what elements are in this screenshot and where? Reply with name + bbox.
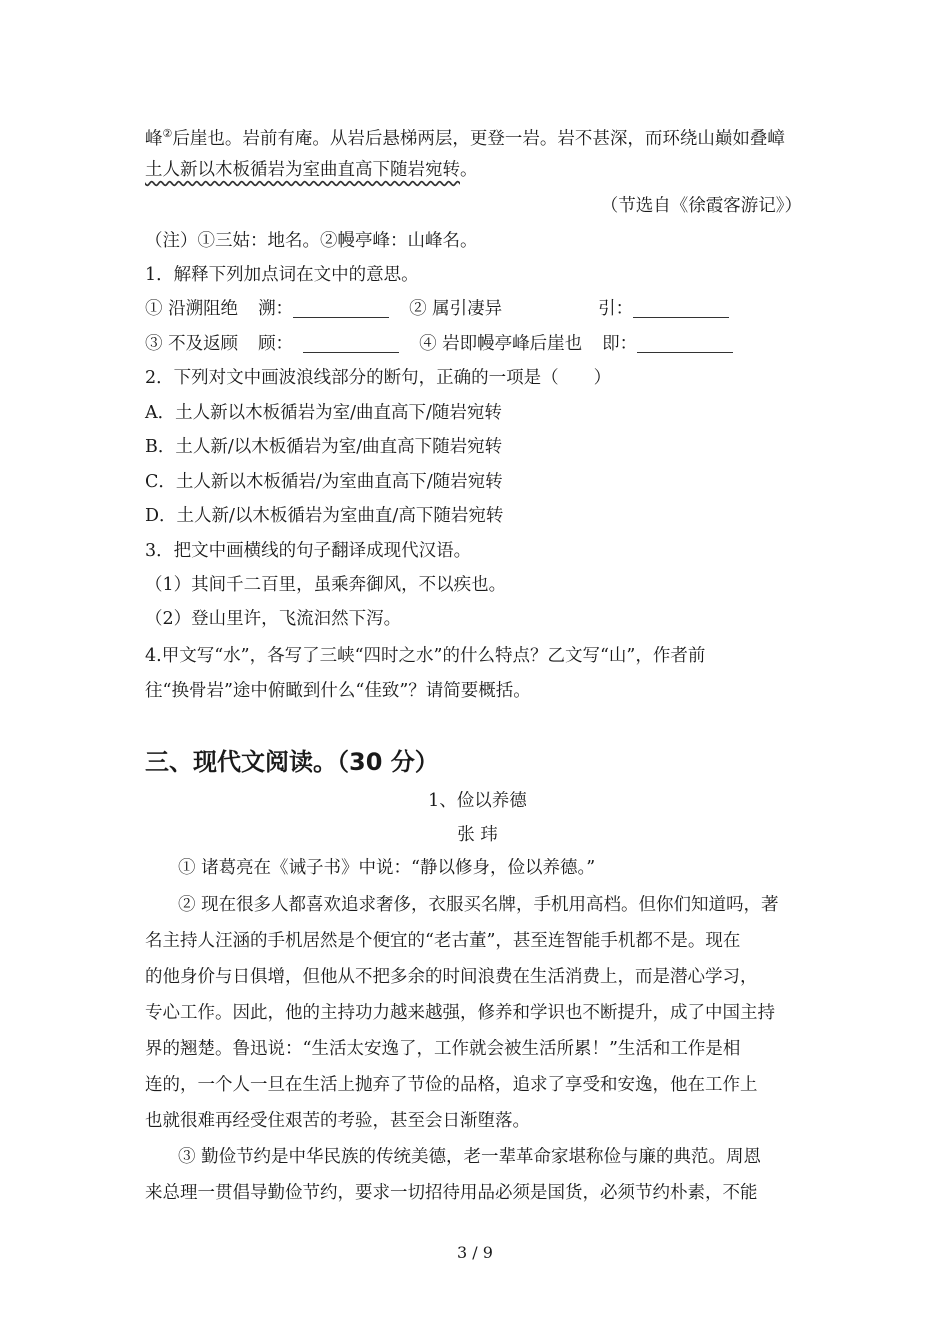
source-citation: （节选自《徐霞客游记》） bbox=[600, 196, 802, 216]
question-1: 1．解释下列加点词在文中的意思。 bbox=[145, 265, 419, 285]
wavy-underlined-sentence: 土人新以木板循岩为室曲直高下随岩宛转 bbox=[145, 160, 460, 180]
option-b: B．土人新/以木板循岩为室/曲直高下随岩宛转 bbox=[145, 437, 503, 457]
passage-line-1 bbox=[145, 121, 810, 152]
question-3-item-2: （2）登山里许，飞流汩然下泻。 bbox=[145, 609, 402, 629]
q1-phrase: ② 属引凄异 bbox=[409, 299, 503, 319]
paragraph-line: 界的翘楚。鲁迅说：“生活太安逸了，工作就会被生活所累！”生活和工作是相 bbox=[145, 1039, 741, 1059]
paragraph-line: 专心工作。因此，他的主持功力越来越强，修养和学识也不断提升，成了中国主持 bbox=[145, 1003, 775, 1023]
q1-phrase: ① 沿溯阻绝 bbox=[145, 299, 239, 319]
question-2: 2．下列对文中画波浪线部分的断句，正确的一项是（ ） bbox=[145, 368, 612, 388]
option-a: A．土人新以木板循岩为室/曲直高下/随岩宛转 bbox=[145, 403, 502, 423]
question-3: 3．把文中画横线的句子翻译成现代汉语。 bbox=[145, 541, 472, 561]
paragraph-line: 来总理一贯倡导勤俭节约，要求一切招待用品必须是国货，必须节约朴素，不能 bbox=[145, 1183, 758, 1203]
q1-word: 引： bbox=[598, 299, 634, 319]
paragraph-line: 也就很难再经受住艰苦的考验，甚至会日渐堕落。 bbox=[145, 1111, 530, 1131]
q1-word: 溯： bbox=[258, 299, 294, 319]
annotation-notes: （注）①三姑：地名。②幔亭峰：山峰名。 bbox=[145, 231, 478, 251]
option-c: C．土人新以木板循岩/为室曲直高下/随岩宛转 bbox=[145, 472, 503, 492]
paragraph-line: 的他身价与日俱增，但他从不把多余的时间浪费在生活消费上，而是潜心学习， bbox=[145, 967, 758, 987]
paragraph-line: ② 现在很多人都喜欢追求奢侈，衣服买名牌，手机用高档。但你们知道吗，著 bbox=[178, 895, 779, 915]
passage-text: 。 bbox=[460, 160, 478, 180]
question-4-line-1: 4.甲文写“水”，各写了三峡“四时之水”的什么特点？乙文写“山”，作者前 bbox=[145, 646, 706, 666]
footnote-marker: ② bbox=[162, 127, 173, 140]
passage-text: 后崖也。岩前有庵。从岩后悬梯两层，更登一岩。岩不甚深，而环绕山巅如叠嶂 bbox=[172, 129, 785, 149]
question-1-row-1 bbox=[145, 296, 810, 322]
paragraph-line: 名主持人汪涵的手机居然是个便宜的“老古董”，甚至连智能手机都不是。现在 bbox=[145, 931, 741, 951]
paragraph-line: ③ 勤俭节约是中华民族的传统美德，老一辈革命家堪称俭与廉的典范。周恩 bbox=[178, 1147, 762, 1167]
passage-text: 峰 bbox=[145, 129, 163, 149]
paragraph-line: 连的，一个人一旦在生活上抛弃了节俭的品格，追求了享受和安逸，他在工作上 bbox=[145, 1075, 758, 1095]
question-4-line-2: 往“换骨岩”途中俯瞰到什么“佳致”？请简要概括。 bbox=[145, 681, 531, 701]
option-d: D．土人新/以木板循岩为室曲直/高下随岩宛转 bbox=[145, 506, 504, 526]
article-title: 1、俭以养德 bbox=[428, 791, 527, 811]
question-1-row-2 bbox=[145, 331, 810, 357]
answer-blank[interactable] bbox=[293, 299, 389, 318]
passage-line-2 bbox=[145, 157, 810, 183]
q1-word: 顾： bbox=[258, 334, 294, 354]
page-number: 3 / 9 bbox=[457, 1243, 493, 1262]
q1-phrase: ④ 岩即幔亭峰后崖也 bbox=[419, 334, 583, 354]
answer-blank[interactable] bbox=[303, 334, 399, 353]
answer-blank[interactable] bbox=[637, 334, 733, 353]
question-3-item-1: （1）其间千二百里，虽乘奔御风，不以疾也。 bbox=[145, 575, 507, 595]
section-heading: 三、现代文阅读。（30 分） bbox=[145, 748, 439, 776]
answer-blank[interactable] bbox=[633, 299, 729, 318]
q1-word: 即： bbox=[602, 334, 638, 354]
paragraph-line: ① 诸葛亮在《诫子书》中说：“静以修身，俭以养德。” bbox=[178, 858, 596, 878]
article-author: 张 玮 bbox=[457, 825, 498, 845]
q1-phrase: ③ 不及返顾 bbox=[145, 334, 239, 354]
